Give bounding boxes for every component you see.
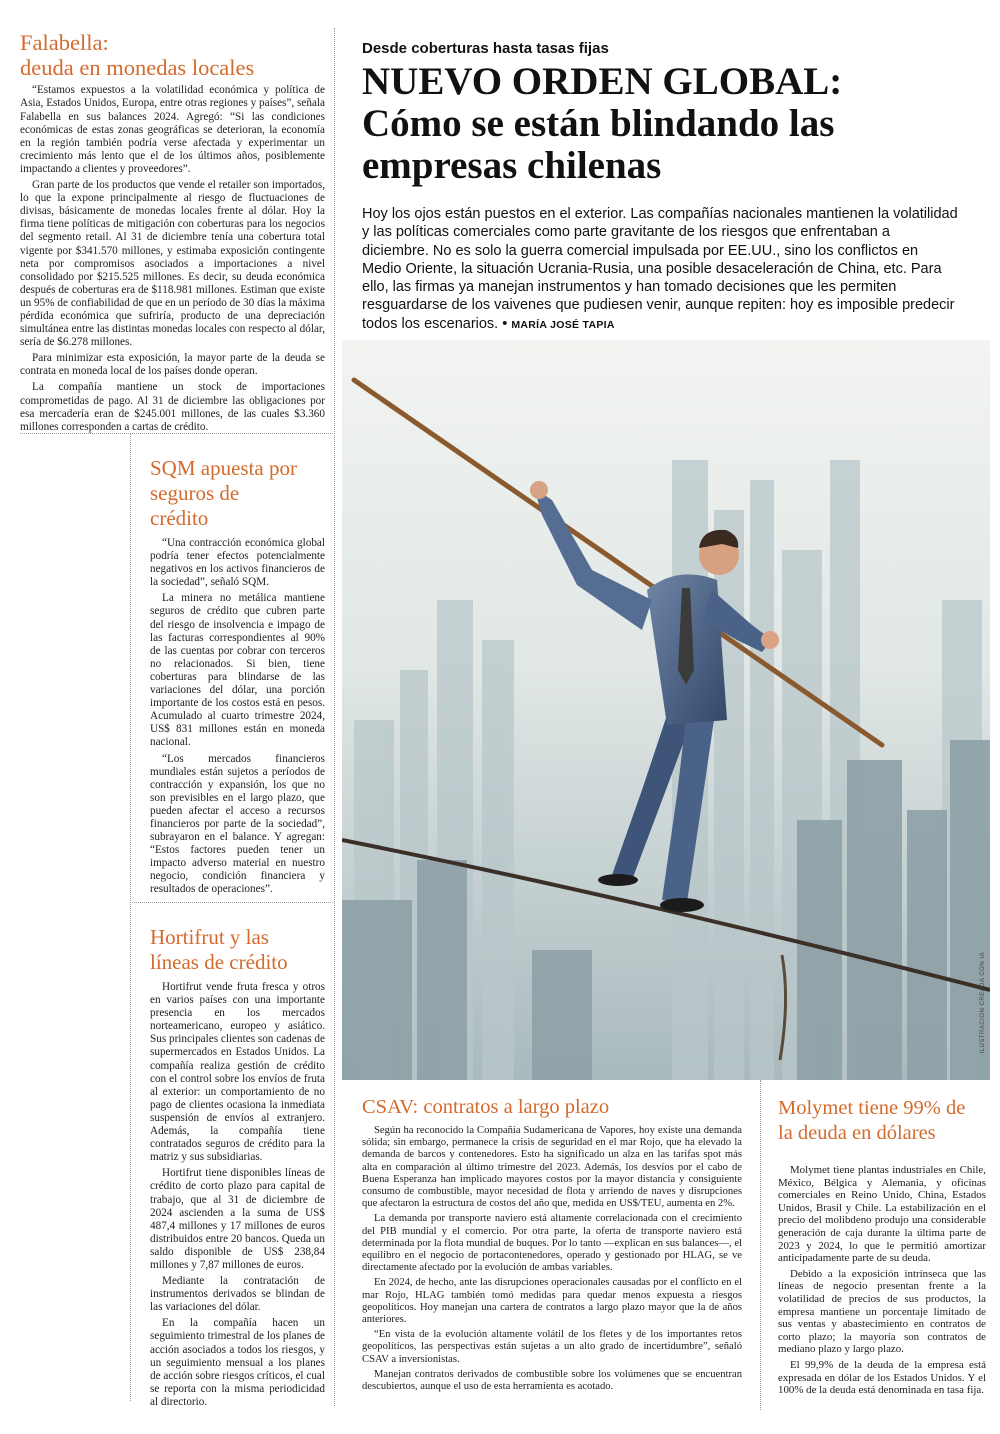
- main-article-header: [362, 40, 962, 334]
- molymet-title: [778, 1096, 986, 1146]
- section-divider: [130, 433, 131, 1401]
- csav-paragraph: En 2024, de hecho, ante las disrupciones operacionales causadas por el conflicto en el mar Rojo, HLAG también tomó medidas para quedar menos expuesta a riesgos geopolíticos. Hoy manejan una cartera de contratos a largo plazo mayor que la de años anteriores.: [362, 1277, 742, 1325]
- section-divider: [20, 433, 333, 434]
- csav-paragraph: Según ha reconocido la Compañía Sudamericana de Vapores, hoy existe una demanda sólida; sin embargo, permanece la crisis de seguridad en el mar Rojo, que ha elevado la demanda de barcos y contenedores. Esto ha significado un alza en las tarifas spot más alta en comparación al último trimestre del 2023. Además, los desvíos por el cabo de Buena Esperanza han implicado mayores costos por la mayor distancia y consiguiente consumo de combustible, mayor necesidad de flota y arriendo de naves y disrupciones que afectaron la estructura de costos del año que, medida en US$/TEU, aumenta en 2%.: [362, 1124, 742, 1210]
- falabella-paragraph: Gran parte de los productos que vende el retailer son importados, lo que la expone principalmente al riesgo de fluctuaciones de divisas, básicamente de monedas locales frente al dólar. Hoy la firma tiene políticas de mitigación con coberturas para los negocios del segmento retail. Al 31 de diciembre tenía una cobertura total vigente por $341.570 millones, y estimaba exposición contingente neta por compromisos asociados a importaciones a nivel consolidado por $215.525 millones. Es decir, su deuda económica después de coberturas era de $118.981 millones. Estiman que existe un 95% de confiabilidad de que en un período de 30 días la máxima pérdida económica que sufriría, producto de una depreciación simultánea entre las distintas monedas locales con respecto al dólar, sería de $6.278 millones.: [20, 179, 325, 349]
- falabella-title-line2: deuda en monedas locales: [20, 55, 255, 81]
- sqm-title-line1: SQM apuesta por: [150, 456, 297, 480]
- hortifrut-paragraph: Hortifrut tiene disponibles líneas de crédito de corto plazo para capital de trabajo, que al 31 de diciembre de 2024 ascienden a la suma de US$ 487,4 millones y 17 millones de euros distribuidos entre 20 bancos. Queda un saldo disponible de US$ 238,84 millones y 7,87 millones de euros.: [150, 1167, 325, 1271]
- section-divider: [130, 902, 333, 903]
- molymet-paragraph: El 99,9% de la deuda de la empresa está expresada en dólar de los Estados Unidos. Y el 100% de la deuda está denominada en tasa fija.: [778, 1358, 986, 1397]
- article-kicker: Desde coberturas hasta tasas fijas: [362, 40, 609, 57]
- article-headline: [362, 61, 962, 187]
- csav-paragraph: La demanda por transporte naviero está altamente correlacionada con el crecimiento del PIB mundial y el comercio. Por otra parte, la oferta de transporte naviero está determinada por la flota mundial de buques. Por lo tanto —explican en sus balances—, el equilibro en el negocio de portacontenedores, operado y gestionado por HLAG, se ve directamente afectado por la evolución de ambas variables.: [362, 1213, 742, 1274]
- sqm-title-line2: seguros de: [150, 481, 240, 505]
- illustration-svg: [342, 340, 990, 1080]
- molymet-paragraph: Debido a la exposición intrínseca que las líneas de negocio presentan frente a la volatilidad de precios de sus productos, la empresa mantiene un porcentaje limitado de sus ventas y abastecimiento en contratos de corto plazo; la mayoría son contratos de mediano plazo y largo plazo.: [778, 1267, 986, 1356]
- illustration-credit: ILUSTRACIÓN CREADA CON IA: [980, 952, 986, 1054]
- falabella-title-line1: Falabella:: [20, 30, 109, 55]
- hortifrut-title: [150, 925, 325, 975]
- sqm-section: [150, 456, 325, 900]
- forward-hand: [761, 631, 779, 649]
- hortifrut-paragraph: Mediante la contratación de instrumentos derivados se blindan de las variaciones del dólar.: [150, 1275, 325, 1314]
- molymet-paragraph: Molymet tiene plantas industriales en Chile, México, Bélgica y Alemania, y oficinas comerciales en Reino Unido, China, Estados Unidos, Brasil y Chile. La estabilización en el precio del molibdeno produjo una considerable generación de caja durante la última parte de 2023 y 2024, lo que le permitió amortizar anticipadamente parte de su deuda.: [778, 1164, 986, 1265]
- hortifrut-paragraph: En la compañía hacen un seguimiento trimestral de los planes de acción asociados a todos los riesgos, y un seguimiento mensual a los planes de acción sobre riesgos críticos, el cual se reporta con la misma periodicidad al directorio.: [150, 1317, 325, 1408]
- molymet-title-line1: Molymet tiene 99% de: [778, 1097, 966, 1119]
- sqm-paragraph: “Una contracción económica global podría tener efectos potencialmente negativos en los activos financieros de la sociedad”, señaló SQM.: [150, 537, 325, 589]
- byline-separator: •: [502, 315, 508, 332]
- article-standfirst: [362, 205, 960, 334]
- sqm-paragraph: La minera no metálica mantiene seguros de crédito que cubren parte del riesgo de insolvencia e impago de las facturas correspondientes al 90% de las cuentas por cobrar con terceros no relacionados. Si bien, tiene coberturas para blindarse de las variaciones del dólar, una porción importante de los costos está en pesos. Acumulado al cuarto trimestre 2024, US$ 831 millones están en moneda nacional.: [150, 592, 325, 749]
- molymet-body: [778, 1164, 986, 1397]
- standfirst-text: Hoy los ojos están puestos en el exterior. Las compañías nacionales mantienen la volatilidad y las políticas comerciales como parte gravitante de los riesgos que enfrentaban a diciembre. No es solo la guerra comercial impulsada por EE.UU., sino los conflictos en Medio Oriente, la situación Ucrania-Rusia, una posible desaceleración de China, etc. Para ello, las firmas ya manejan instrumentos y han tomado decisiones que les permiten resguardarse de los vaivenes que pudiesen venir, aunque repiten: hoy es imposible predecir todos los escenarios.: [362, 206, 958, 332]
- falabella-section: [20, 30, 325, 437]
- tightrope-illustration: [342, 340, 990, 1080]
- article-byline: MARÍA JOSÉ TAPIA: [511, 318, 615, 331]
- column-divider: [334, 28, 335, 1406]
- sqm-title-line3: crédito: [150, 506, 209, 530]
- sqm-title: [150, 456, 325, 531]
- left-shoe: [598, 874, 638, 886]
- csav-paragraph: “En vista de la evolución altamente volátil de los fletes y de los importantes retos geopolíticos, las perspectivas están sujetas a un alto grado de incertidumbre”, señaló CSAV a inversionistas.: [362, 1329, 742, 1365]
- hortifrut-section: [150, 925, 325, 1412]
- falabella-body: [20, 84, 325, 433]
- right-shoe: [660, 898, 704, 912]
- csav-section: [362, 1096, 742, 1396]
- column-divider: [760, 1080, 761, 1410]
- hortifrut-paragraph: Hortifrut vende fruta fresca y otros en varios países con una importante presencia en los mercados norteamericano, europeo y asiático. Sus principales clientes son cadenas de supermercados en Estados Unidos. La compañía realiza gestión de crédito con el control sobre los envíos de fruta al exterior: un comportamiento de no pago de clientes ocasiona la inmediata suspensión de envíos al extranjero. Además, la compañía tiene contratados seguros de crédito para la matriz y sus subsidiarias.: [150, 981, 325, 1164]
- csav-body: [362, 1125, 742, 1393]
- csav-paragraph: Manejan contratos derivados de combustible sobre los volúmenes que se encuentran descubiertos, aunque el uso de esta herramienta es acotado.: [362, 1368, 742, 1393]
- falabella-paragraph: “Estamos expuestos a la volatilidad económica y política de Asia, Estados Unidos, Europa, entre otras regiones y países”, señala Falabella en sus balances 2024. Agregó: “Si las condiciones económicas de estas zonas geográficas se deterioran, la economía en la región también podría verse afectada y experimentar un crecimiento más lento que el de los últimos años, posiblemente impactando a clientes y proveedores”.: [20, 84, 325, 175]
- headline-line2: Cómo se están blindando las: [362, 102, 835, 145]
- hortifrut-title-line2: líneas de crédito: [150, 950, 288, 974]
- hortifrut-body: [150, 981, 325, 1409]
- sqm-paragraph: “Los mercados financieros mundiales están sujetos a períodos de contracción y expansión, los que no son previsibles en el largo plazo, que pueden afectar el acceso a recursos financieros por parte de la sociedad”, subrayaron en el balance. Y agregan: “Estos factores pueden tener un impacto adverso material en nuestro negocio, condición financiera y resultados de operaciones”.: [150, 752, 325, 896]
- headline-line1: NUEVO ORDEN GLOBAL:: [362, 60, 843, 103]
- csav-title: CSAV: contratos a largo plazo: [362, 1096, 610, 1118]
- falabella-paragraph: La compañía mantiene un stock de importaciones comprometidas de pago. Al 31 de diciembre las obligaciones por esa mercadería eran de $245.001 millones, de las cuales $3.360 millones corresponden a cartas de crédito.: [20, 381, 325, 433]
- molymet-section: [778, 1096, 986, 1400]
- headline-line3: empresas chilenas: [362, 144, 662, 187]
- sqm-body: [150, 537, 325, 897]
- hortifrut-title-line1: Hortifrut y las: [150, 925, 269, 949]
- raised-hand: [530, 481, 548, 499]
- falabella-paragraph: Para minimizar esta exposición, la mayor parte de la deuda se contrata en moneda local de los países donde operan.: [20, 352, 325, 378]
- molymet-title-line2: la deuda en dólares: [778, 1122, 936, 1144]
- falabella-title: [20, 30, 325, 80]
